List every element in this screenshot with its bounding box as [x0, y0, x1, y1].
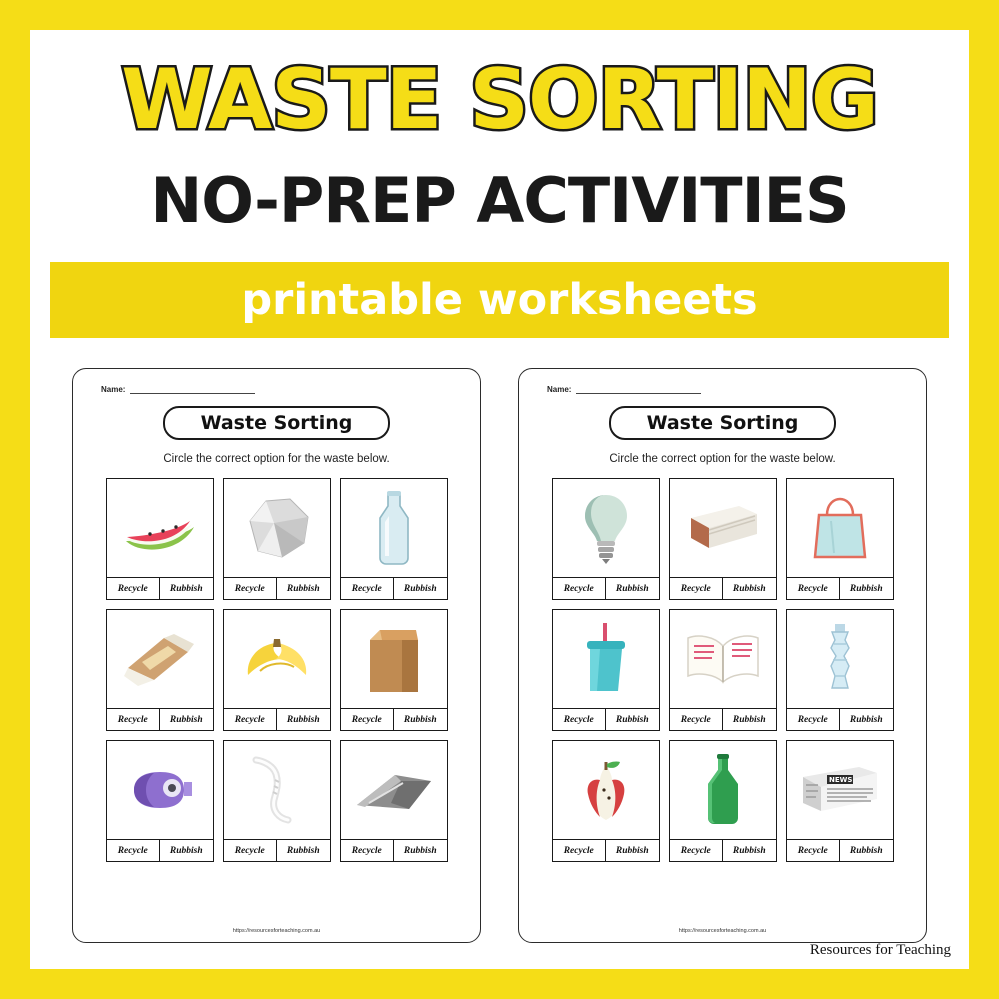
banner — [50, 262, 949, 338]
name-field-row — [547, 385, 910, 394]
answer-options — [341, 708, 447, 730]
answer-options — [670, 577, 776, 599]
answer-options — [670, 708, 776, 730]
option-rubbish[interactable]: Rubbish — [849, 714, 883, 725]
option-recycle[interactable]: Recycle — [553, 709, 607, 730]
waste-item-cell — [786, 740, 894, 862]
waste-item-cell — [223, 609, 331, 731]
crumpled-paper-icon — [224, 479, 330, 577]
waste-item-grid — [106, 478, 448, 862]
option-rubbish[interactable]: Rubbish — [169, 845, 203, 856]
option-recycle[interactable]: Recycle — [787, 840, 841, 861]
toothpaste-tube-icon — [107, 741, 213, 839]
option-recycle[interactable]: Recycle — [224, 578, 278, 599]
brand-footer: Resources for Teaching — [809, 942, 951, 958]
paper-bag-icon — [341, 610, 447, 708]
waste-item-cell — [552, 740, 660, 862]
page-title: WASTE SORTING — [121, 51, 878, 148]
option-recycle[interactable]: Recycle — [670, 578, 724, 599]
answer-options — [224, 839, 330, 861]
glass-milk-bottle-icon — [341, 479, 447, 577]
waste-item-cell — [340, 609, 448, 731]
waste-item-cell — [106, 478, 214, 600]
waste-item-cell — [340, 740, 448, 862]
answer-options — [341, 839, 447, 861]
worksheet-url: https://resourcesforteaching.com.au — [232, 928, 321, 934]
answer-options — [553, 577, 659, 599]
answer-options — [670, 839, 776, 861]
option-recycle[interactable]: Recycle — [787, 709, 841, 730]
option-rubbish[interactable]: Rubbish — [169, 714, 203, 725]
option-rubbish[interactable]: Rubbish — [732, 714, 766, 725]
svg-text:NEWS: NEWS — [828, 776, 852, 784]
worksheet-title-wrap — [89, 406, 464, 440]
name-input-line[interactable] — [130, 385, 255, 394]
answer-options — [107, 577, 213, 599]
option-recycle[interactable]: Recycle — [341, 709, 395, 730]
answer-options — [107, 839, 213, 861]
waste-item-cell — [786, 609, 894, 731]
name-field-row — [101, 385, 464, 394]
bendy-straw-icon — [224, 741, 330, 839]
answer-options — [553, 839, 659, 861]
green-glass-bottle-icon — [670, 741, 776, 839]
waste-item-cell — [552, 609, 660, 731]
option-recycle[interactable]: Recycle — [107, 840, 161, 861]
option-rubbish[interactable]: Rubbish — [169, 583, 203, 594]
option-rubbish[interactable]: Rubbish — [732, 583, 766, 594]
option-rubbish[interactable]: Rubbish — [615, 714, 649, 725]
option-recycle[interactable]: Recycle — [553, 840, 607, 861]
option-recycle[interactable]: Recycle — [224, 840, 278, 861]
worksheet-left — [72, 368, 481, 943]
worksheet-title-wrap — [535, 406, 910, 440]
option-rubbish[interactable]: Rubbish — [403, 845, 437, 856]
banana-peel-icon — [224, 610, 330, 708]
option-recycle[interactable]: Recycle — [341, 840, 395, 861]
option-recycle[interactable]: Recycle — [224, 709, 278, 730]
worksheet-title: Waste Sorting — [609, 406, 837, 440]
worksheet-previews — [72, 368, 927, 943]
waste-item-cell — [552, 478, 660, 600]
waste-item-cell — [106, 740, 214, 862]
wrapped-sandwich-icon — [107, 610, 213, 708]
apple-core-icon — [553, 741, 659, 839]
open-book-icon — [670, 610, 776, 708]
book-icon — [670, 479, 776, 577]
answer-options — [341, 577, 447, 599]
option-rubbish[interactable]: Rubbish — [615, 845, 649, 856]
answer-options — [787, 839, 893, 861]
option-recycle[interactable]: Recycle — [107, 709, 161, 730]
option-recycle[interactable]: Recycle — [107, 578, 161, 599]
worksheet-url: https://resourcesforteaching.com.au — [678, 928, 767, 934]
option-rubbish[interactable]: Rubbish — [403, 714, 437, 725]
banner-text: printable worksheets — [241, 275, 758, 325]
waste-item-cell — [223, 478, 331, 600]
light-bulb-icon — [553, 479, 659, 577]
option-rubbish[interactable]: Rubbish — [732, 845, 766, 856]
page-subtitle: NO-PREP ACTIVITIES — [150, 164, 849, 237]
waste-item-cell — [669, 609, 777, 731]
newspaper-icon — [787, 741, 893, 839]
answer-options — [787, 577, 893, 599]
watermelon-rind-icon — [107, 479, 213, 577]
name-input-line[interactable] — [576, 385, 701, 394]
option-rubbish[interactable]: Rubbish — [849, 845, 883, 856]
answer-options — [553, 708, 659, 730]
name-label: Name: — [101, 385, 126, 394]
option-rubbish[interactable]: Rubbish — [849, 583, 883, 594]
option-recycle[interactable]: Recycle — [670, 840, 724, 861]
waste-item-cell — [669, 740, 777, 862]
option-recycle[interactable]: Recycle — [553, 578, 607, 599]
answer-options — [787, 708, 893, 730]
answer-options — [224, 577, 330, 599]
option-recycle[interactable]: Recycle — [670, 709, 724, 730]
answer-options — [224, 708, 330, 730]
waste-item-cell — [786, 478, 894, 600]
worksheet-title: Waste Sorting — [163, 406, 391, 440]
cover-page — [30, 30, 969, 969]
takeaway-cup-icon — [553, 610, 659, 708]
option-rubbish[interactable]: Rubbish — [615, 583, 649, 594]
waste-item-cell — [106, 609, 214, 731]
name-label: Name: — [547, 385, 572, 394]
worksheet-right — [518, 368, 927, 943]
waste-item-grid — [552, 478, 894, 862]
waste-item-cell — [669, 478, 777, 600]
option-rubbish[interactable]: Rubbish — [286, 845, 320, 856]
worksheet-instruction: Circle the correct option for the waste below. — [163, 453, 390, 465]
waste-item-cell — [223, 740, 331, 862]
plastic-bag-icon — [787, 479, 893, 577]
crushed-water-bottle-icon — [787, 610, 893, 708]
option-recycle[interactable]: Recycle — [341, 578, 395, 599]
plastic-wrap-icon — [341, 741, 447, 839]
option-rubbish[interactable]: Rubbish — [286, 714, 320, 725]
waste-item-cell — [340, 478, 448, 600]
option-recycle[interactable]: Recycle — [787, 578, 841, 599]
option-rubbish[interactable]: Rubbish — [286, 583, 320, 594]
worksheet-instruction: Circle the correct option for the waste below. — [609, 453, 836, 465]
answer-options — [107, 708, 213, 730]
option-rubbish[interactable]: Rubbish — [403, 583, 437, 594]
